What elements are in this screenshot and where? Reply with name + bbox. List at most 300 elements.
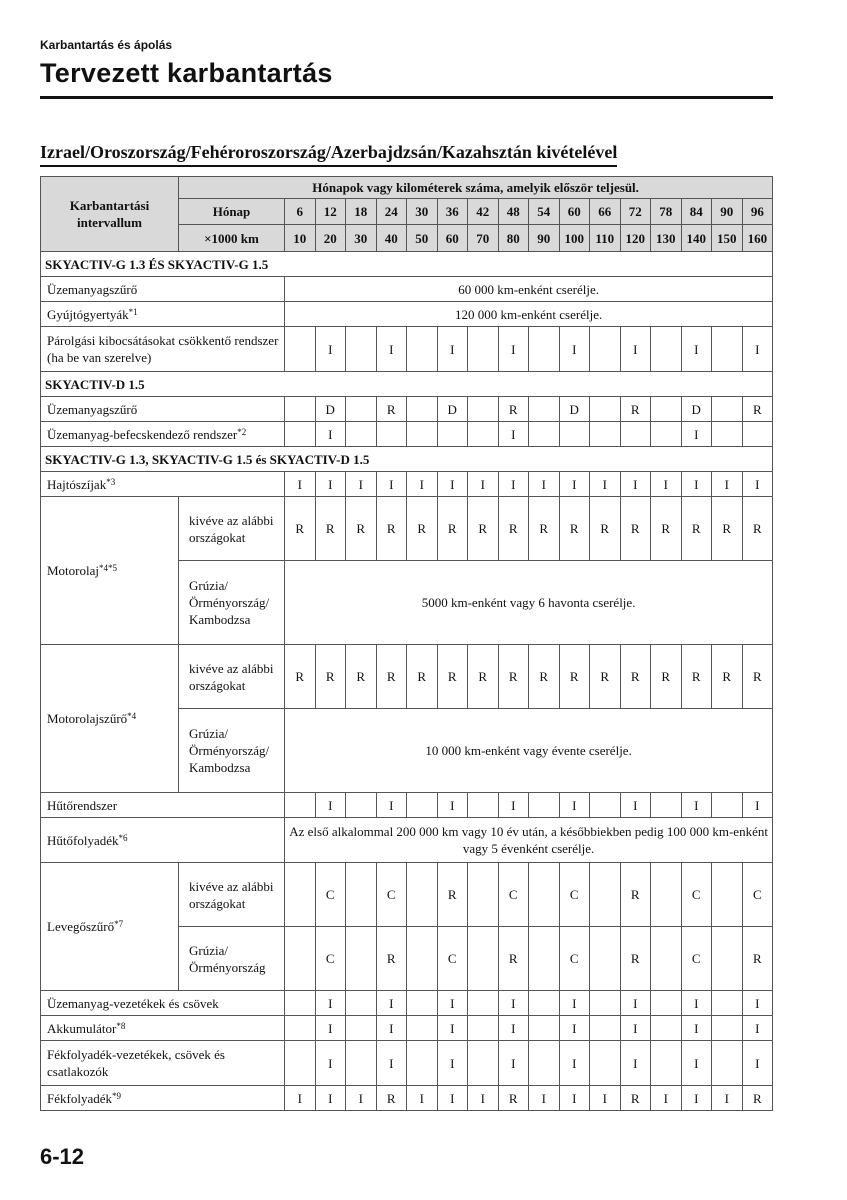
row-label [41,497,179,645]
interval-cell [651,863,682,927]
interval-cell: D [437,397,468,422]
section-title: SKYACTIV-G 1.3, SKYACTIV-G 1.5 és SKYACTIV-D 1.5 [41,447,773,472]
section-row [41,372,773,397]
interval-cell: C [315,927,346,991]
interval-cell [346,422,377,447]
sub-label-special: Grúzia/ Örményország/ Kambodzsa [179,561,285,645]
interval-cell [529,422,560,447]
interval-text: Az első alkalommal 200 000 km vagy 10 év után, a későbbiekben pedig 100 000 km-enként vagy 5 évenként cserélje. [285,818,773,863]
table-row [41,422,773,447]
interval-cell: I [559,793,590,818]
table-row [41,397,773,422]
interval-cell: R [651,497,682,561]
table-row [41,863,773,927]
km-cell: 120 [620,225,651,252]
interval-cell: C [559,927,590,991]
footnote-ref: *3 [106,476,116,487]
page-header [40,38,773,89]
interval-cell: I [315,327,346,372]
interval-cell: R [742,497,773,561]
interval-cell: I [620,1041,651,1086]
interval-cell: R [498,927,529,991]
footnote-ref: *4 [127,711,137,721]
interval-cell: R [681,497,712,561]
km-label: ×1000 km [179,225,285,252]
interval-cell: I [559,991,590,1016]
interval-cell [285,793,316,818]
interval-cell: I [315,422,346,447]
interval-cell: C [742,863,773,927]
interval-cell: R [620,927,651,991]
interval-cell [407,927,438,991]
interval-cell [468,927,499,991]
month-cell: 18 [346,199,377,225]
interval-cell: I [681,793,712,818]
region-heading: Izrael/Oroszország/Fehéroroszország/Azerbajdzsán/Kazahsztán kivételével [40,142,617,167]
interval-cell [285,863,316,927]
row-label [41,302,285,327]
month-cell: 36 [437,199,468,225]
interval-cell: R [742,927,773,991]
interval-cell: R [712,497,743,561]
row-label [41,645,179,793]
interval-cell: R [315,645,346,709]
interval-cell: I [315,472,346,497]
page-title: Tervezett karbantartás [40,58,333,88]
row-label [41,1016,285,1041]
interval-cell [712,991,743,1016]
interval-cell [529,1016,560,1041]
month-cell: 90 [712,199,743,225]
section-row [41,252,773,277]
interval-cell: R [620,397,651,422]
interval-cell [468,793,499,818]
interval-cell: I [468,472,499,497]
row-label [41,818,285,863]
interval-cell [468,1016,499,1041]
interval-cell [529,327,560,372]
interval-cell: R [498,497,529,561]
interval-cell: I [315,1041,346,1086]
footnote-ref: *8 [116,1020,126,1031]
interval-cell: I [559,327,590,372]
interval-cell [468,397,499,422]
table-row [41,497,773,561]
table-row [41,1086,773,1111]
interval-cell [285,991,316,1016]
interval-cell: I [346,472,377,497]
interval-cell [346,793,377,818]
interval-cell: C [498,863,529,927]
interval-cell: D [681,397,712,422]
interval-cell [468,863,499,927]
row-label [41,422,285,447]
month-cell: 12 [315,199,346,225]
row-label-text: Gyújtógyertyák [47,306,129,322]
km-cell: 50 [407,225,438,252]
interval-cell [407,397,438,422]
interval-cell: I [437,1041,468,1086]
interval-cell: I [285,1086,316,1111]
interval-cell: I [498,472,529,497]
km-cell: 140 [681,225,712,252]
interval-cell: I [559,472,590,497]
interval-cell: I [437,1016,468,1041]
km-cell: 90 [529,225,560,252]
interval-cell: I [346,1086,377,1111]
interval-cell: I [376,991,407,1016]
sub-label-special: Grúzia/ Örményország [179,927,285,991]
interval-cell: I [559,1086,590,1111]
table-row [41,472,773,497]
interval-cell: I [468,1086,499,1111]
interval-cell: I [620,472,651,497]
page-number: 6-12 [40,1144,85,1169]
interval-cell: I [681,1016,712,1041]
footnote-ref: *9 [111,1090,121,1101]
interval-cell [407,1041,438,1086]
table-row [41,302,773,327]
interval-cell [559,422,590,447]
interval-cell [712,793,743,818]
interval-cell: I [681,422,712,447]
interval-cell: I [651,472,682,497]
interval-cell: I [742,793,773,818]
interval-cell [407,863,438,927]
interval-header: Karbantartási intervallum [41,177,179,252]
interval-cell [651,991,682,1016]
table-row [41,645,773,709]
interval-cell: I [315,793,346,818]
interval-cell: C [681,863,712,927]
footnote-ref: *4*5 [99,563,117,573]
interval-cell [529,927,560,991]
interval-cell: R [742,397,773,422]
interval-cell: I [529,1086,560,1111]
km-cell: 40 [376,225,407,252]
interval-cell [590,327,621,372]
interval-cell [285,1041,316,1086]
interval-cell: I [681,472,712,497]
interval-cell: R [742,645,773,709]
interval-cell [407,422,438,447]
interval-cell [712,863,743,927]
interval-cell [651,1016,682,1041]
interval-text: 10 000 km-enként vagy évente cserélje. [285,709,773,793]
interval-cell: R [498,397,529,422]
month-label: Hónap [179,199,285,225]
interval-cell: I [742,991,773,1016]
interval-cell: I [681,327,712,372]
header-rule [40,96,773,99]
row-label-text: Üzemanyagszűrő [47,401,138,417]
interval-cell [407,327,438,372]
interval-cell [651,793,682,818]
interval-text: 120 000 km-enként cserélje. [285,302,773,327]
interval-cell: I [437,472,468,497]
header-row-1 [41,177,773,199]
interval-cell: I [376,1041,407,1086]
interval-cell: I [498,327,529,372]
section-row [41,447,773,472]
interval-cell: I [437,1086,468,1111]
interval-cell: R [620,1086,651,1111]
interval-cell [376,422,407,447]
interval-cell: I [651,1086,682,1111]
row-label-text: Üzemanyag-vezetékek és csövek [47,995,219,1011]
maintenance-table-body [41,177,773,1111]
interval-cell [590,1041,621,1086]
interval-cell [712,327,743,372]
interval-cell: R [376,927,407,991]
interval-cell [285,327,316,372]
interval-cell: I [742,1041,773,1086]
interval-cell [712,1016,743,1041]
interval-cell: I [590,1086,621,1111]
interval-cell: R [468,497,499,561]
interval-cell [346,1016,377,1041]
interval-cell: R [559,645,590,709]
interval-cell: R [620,645,651,709]
interval-cell [285,397,316,422]
interval-cell [651,927,682,991]
table-row [41,1041,773,1086]
interval-text: 60 000 km-enként cserélje. [285,277,773,302]
row-label [41,1086,285,1111]
interval-cell [407,991,438,1016]
interval-cell: I [498,991,529,1016]
interval-cell: I [437,793,468,818]
sub-label-general: kivéve az alábbi országokat [179,497,285,561]
interval-cell: I [712,1086,743,1111]
interval-cell: R [346,645,377,709]
row-label-text: Üzemanyag-befecskendező rendszer [47,426,238,442]
month-cell: 72 [620,199,651,225]
km-cell: 130 [651,225,682,252]
interval-cell: I [742,472,773,497]
month-cell: 54 [529,199,560,225]
month-cell: 42 [468,199,499,225]
interval-cell: I [498,793,529,818]
row-label [41,991,285,1016]
maintenance-table [40,176,773,1111]
km-cell: 10 [285,225,316,252]
interval-cell: D [315,397,346,422]
interval-cell: I [315,1086,346,1111]
interval-cell: R [437,863,468,927]
interval-cell: I [376,793,407,818]
months-note: Hónapok vagy kilométerek száma, amelyik először teljesül. [179,177,773,199]
interval-cell: I [498,1041,529,1086]
km-cell: 160 [742,225,773,252]
interval-cell [529,863,560,927]
interval-cell [285,927,316,991]
interval-cell [285,422,316,447]
interval-cell: R [498,645,529,709]
interval-cell: R [620,863,651,927]
interval-cell: I [437,991,468,1016]
section-title: SKYACTIV-D 1.5 [41,372,773,397]
interval-cell [346,327,377,372]
interval-cell: I [285,472,316,497]
interval-cell: R [285,645,316,709]
row-label-text: Párolgási kibocsátásokat csökkentő rendszer (ha be van szerelve) [47,333,279,365]
interval-cell [407,793,438,818]
interval-cell: R [620,497,651,561]
table-row [41,327,773,372]
km-cell: 60 [437,225,468,252]
month-cell: 78 [651,199,682,225]
interval-cell: R [376,497,407,561]
interval-cell: I [620,1016,651,1041]
interval-cell: I [529,472,560,497]
section-title: SKYACTIV-G 1.3 ÉS SKYACTIV-G 1.5 [41,252,773,277]
interval-cell: I [620,327,651,372]
interval-text: 5000 km-enként vagy 6 havonta cserélje. [285,561,773,645]
interval-cell: R [437,645,468,709]
month-cell: 24 [376,199,407,225]
interval-cell [346,863,377,927]
km-cell: 20 [315,225,346,252]
interval-cell: I [620,991,651,1016]
month-cell: 66 [590,199,621,225]
interval-cell [346,397,377,422]
footnote-ref: *7 [114,919,124,929]
interval-cell: C [681,927,712,991]
row-label-text: Hűtőfolyadék [47,832,119,848]
interval-cell [590,1016,621,1041]
row-label-text: Hajtószíjak [47,476,107,492]
interval-cell [712,397,743,422]
month-cell: 60 [559,199,590,225]
interval-cell: I [498,422,529,447]
km-cell: 80 [498,225,529,252]
row-label-text: Hűtőrendszer [47,797,118,813]
interval-cell: R [529,497,560,561]
interval-cell: I [681,991,712,1016]
interval-cell: C [376,863,407,927]
sub-label-general: kivéve az alábbi országokat [179,645,285,709]
row-label [41,1041,285,1086]
interval-cell [590,422,621,447]
interval-cell: I [315,1016,346,1041]
interval-cell [468,991,499,1016]
interval-cell [346,1041,377,1086]
interval-cell [651,327,682,372]
month-cell: 30 [407,199,438,225]
row-label-text: Levegőszűrő [47,919,115,934]
interval-cell: I [559,1041,590,1086]
interval-cell: R [712,645,743,709]
interval-cell: R [468,645,499,709]
interval-cell: R [742,1086,773,1111]
km-cell: 100 [559,225,590,252]
interval-cell: R [376,397,407,422]
section-label: Karbantartás és ápolás [40,38,173,52]
interval-cell: D [559,397,590,422]
interval-cell: R [407,497,438,561]
footnote-ref: *2 [237,426,247,437]
interval-cell [590,991,621,1016]
km-cell: 110 [590,225,621,252]
interval-cell: R [376,645,407,709]
row-label-text: Akkumulátor [47,1020,117,1036]
interval-cell: R [346,497,377,561]
interval-cell [590,863,621,927]
interval-cell [468,327,499,372]
row-label-text: Üzemanyagszűrő [47,281,138,297]
interval-cell: I [742,327,773,372]
row-label-text: Motorolaj [47,563,99,578]
interval-cell [468,1041,499,1086]
footnote-ref: *6 [118,832,128,843]
month-cell: 96 [742,199,773,225]
interval-cell: I [407,1086,438,1111]
footnote-ref: *1 [128,306,138,317]
interval-cell: R [285,497,316,561]
interval-cell [742,422,773,447]
interval-cell: I [376,1016,407,1041]
km-cell: 150 [712,225,743,252]
interval-cell [529,397,560,422]
interval-cell [285,1016,316,1041]
month-cell: 84 [681,199,712,225]
interval-cell [529,991,560,1016]
interval-cell [529,1041,560,1086]
interval-cell: R [651,645,682,709]
interval-cell [651,397,682,422]
interval-cell: C [315,863,346,927]
interval-cell: I [590,472,621,497]
interval-cell: I [559,1016,590,1041]
interval-cell: I [376,327,407,372]
month-cell: 48 [498,199,529,225]
interval-cell: C [437,927,468,991]
interval-cell [651,422,682,447]
row-label-text: Fékfolyadék-vezetékek, csövek és csatlakozók [47,1047,225,1079]
row-label-text: Motorolajszűrő [47,711,128,726]
row-label [41,327,285,372]
interval-cell: I [376,472,407,497]
interval-cell [590,927,621,991]
table-row [41,1016,773,1041]
interval-cell: R [437,497,468,561]
interval-cell: I [681,1041,712,1086]
sub-label-special: Grúzia/ Örményország/ Kambodzsa [179,709,285,793]
km-cell: 30 [346,225,377,252]
interval-cell [712,1041,743,1086]
row-label [41,397,285,422]
interval-cell: R [529,645,560,709]
interval-cell [346,927,377,991]
interval-cell: R [315,497,346,561]
row-label [41,277,285,302]
interval-cell: I [620,793,651,818]
row-label [41,472,285,497]
interval-cell: R [498,1086,529,1111]
interval-cell [590,397,621,422]
table-row [41,277,773,302]
interval-cell: C [559,863,590,927]
interval-cell: R [681,645,712,709]
interval-cell: I [681,1086,712,1111]
row-label [41,863,179,991]
interval-cell: I [742,1016,773,1041]
row-label [41,793,285,818]
interval-cell: R [559,497,590,561]
interval-cell [620,422,651,447]
row-label-text: Fékfolyadék [47,1090,112,1106]
